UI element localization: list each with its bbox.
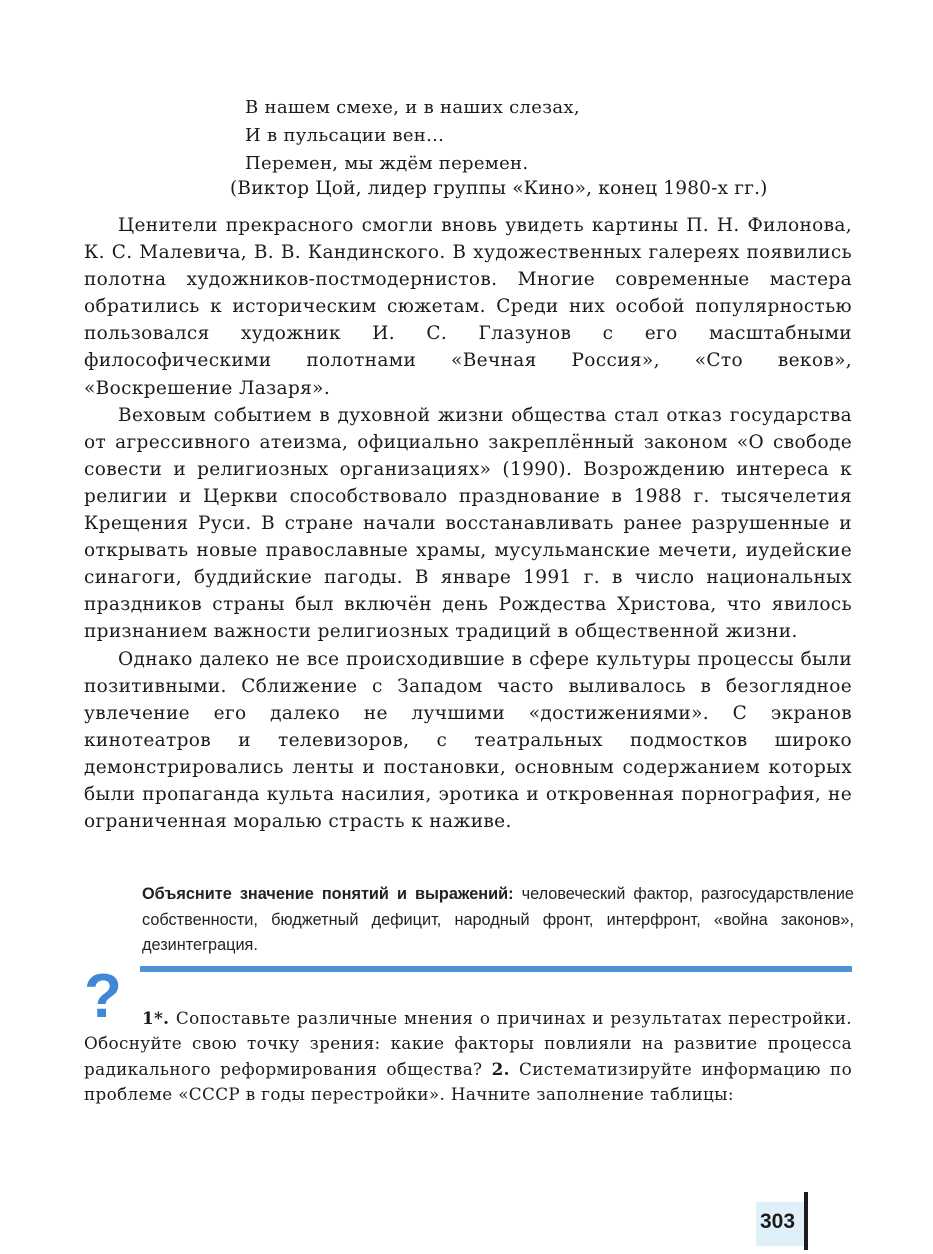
poem-line: И в пульсации вен... — [245, 125, 445, 146]
page-number: 303 — [760, 1210, 796, 1233]
blue-divider — [140, 966, 852, 972]
poem-line: В нашем смехе, и в наших слезах, — [245, 97, 580, 118]
main-text — [84, 212, 852, 835]
question-2-number: 2. — [491, 1058, 510, 1079]
question-1-line — [84, 1006, 852, 1108]
poem-epigraph — [245, 94, 580, 178]
question-1-number: 1*. — [142, 1008, 170, 1028]
paragraph: Веховым событием в духовной жизни общества стал отказ государства от агрессивного атеизма, официально закреплённый законом «О свободе совести и религиозных организациях» (1990). Возрождению интереса к религии и Церкви способствовало празднование в 1988 г. тысячелетия Крещения Руси. В стране начали восстанавливать ранее разрушенные и открывать новые православные храмы, мусульманские мечети, иудейские синагоги, буддийские пагоды. В январе 1991 г. в число национальных праздников страны был включён день Рождества Христова, что явилось признанием важности религиозных традиций в общественной жизни. — [84, 404, 852, 643]
paragraph: Ценители прекрасного смогли вновь увидеть картины П. Н. Филонова, К. С. Малевича, В. В. Кандинского. В художественных галереях появились полотна художников-постмодернистов. Многие современные мастера обратились к историческим сюжетам. Среди них особой популярностью пользовался художник И. С. Глазунов с его масштабными философическими полотнами «Вечная Россия», «Сто веков», «Воскрешение Лазаря». — [84, 215, 852, 399]
poem-line: Перемен, мы ждём перемен. — [245, 153, 529, 174]
questions-block — [84, 1006, 852, 1108]
question-mark-icon: ? — [84, 962, 122, 1031]
terms-list: человеческий фактор, разгосударствление собственности, бюджетный дефицит, народный фронт, интерфронт, «война законов», дезинтеграция. — [142, 885, 854, 955]
terms-box — [142, 882, 854, 959]
page-edge-bar — [804, 1192, 808, 1250]
paragraph: Однако далеко не все происходившие в сфере культуры процессы были позитивными. Сближение с Западом часто выливалось в безоглядное увлечение его далеко не лучшими «достижениями». С экранов кинотеатров и телевизоров, с театральных подмостков широко демонстрировались ленты и постановки, основным содержанием которых были пропаганда культа насилия, эротика и откровенная порнография, не ограниченная моралью страсть к наживе. — [84, 648, 852, 833]
poem-attribution: (Виктор Цой, лидер группы «Кино», конец 1980-х гг.) — [230, 178, 768, 199]
question-1-text: Сопоставьте различные мнения о причинах и результатах перестройки. Обоснуйте свою точку зрения: какие факторы повлияли на развитие процесса радикального реформирования общества? — [84, 1008, 852, 1079]
terms-title: Объясните значение понятий и выражений: — [142, 885, 514, 903]
question-2-text: Систематизируйте информацию по проблеме «СССР в годы перестройки». Начните заполнение таблицы: — [84, 1058, 853, 1105]
